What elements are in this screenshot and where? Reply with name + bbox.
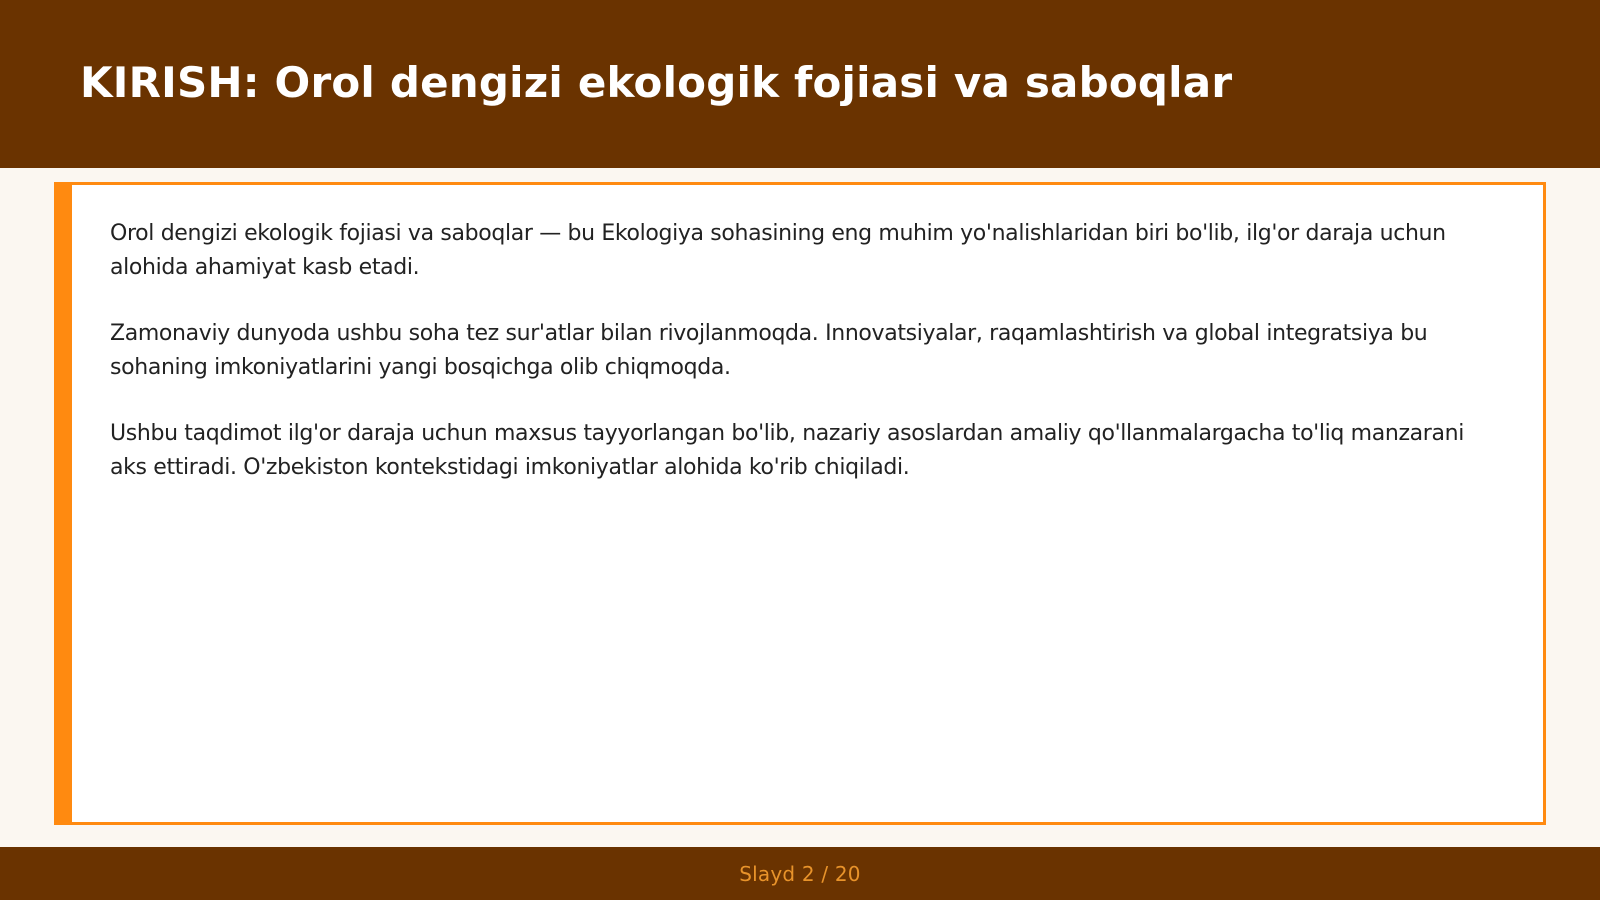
content-card xyxy=(54,182,1546,825)
slide-footer xyxy=(0,847,1600,900)
slide-number: Slayd 2 / 20 xyxy=(739,861,861,886)
content-paragraph-3: Ushbu taqdimot ilg'or daraja uchun maxsus tayyorlangan bo'lib, nazariy asoslardan amaliy qo'llanmalargacha to'liq manzarani aks ettiradi. O'zbekiston kontekstidagi imkoniyatlar alohida ko'rib chiqiladi. xyxy=(110,421,1464,480)
content-paragraph-1: Orol dengizi ekologik fojiasi va saboqlar — bu Ekologiya sohasining eng muhim yo'nalishlaridan biri bo'lib, ilg'or daraja uchun alohida ahamiyat kasb etadi. xyxy=(110,221,1446,280)
slide-header xyxy=(0,0,1600,168)
slide-title: KIRISH: Orol dengizi ekologik fojiasi va saboqlar xyxy=(80,57,1233,107)
content-paragraph-2: Zamonaviy dunyoda ushbu soha tez sur'atlar bilan rivojlanmoqda. Innovatsiyalar, raqamlashtirish va global integratsiya bu sohaning imkoniyatlarini yangi bosqichga olib chiqmoqda. xyxy=(110,321,1428,380)
